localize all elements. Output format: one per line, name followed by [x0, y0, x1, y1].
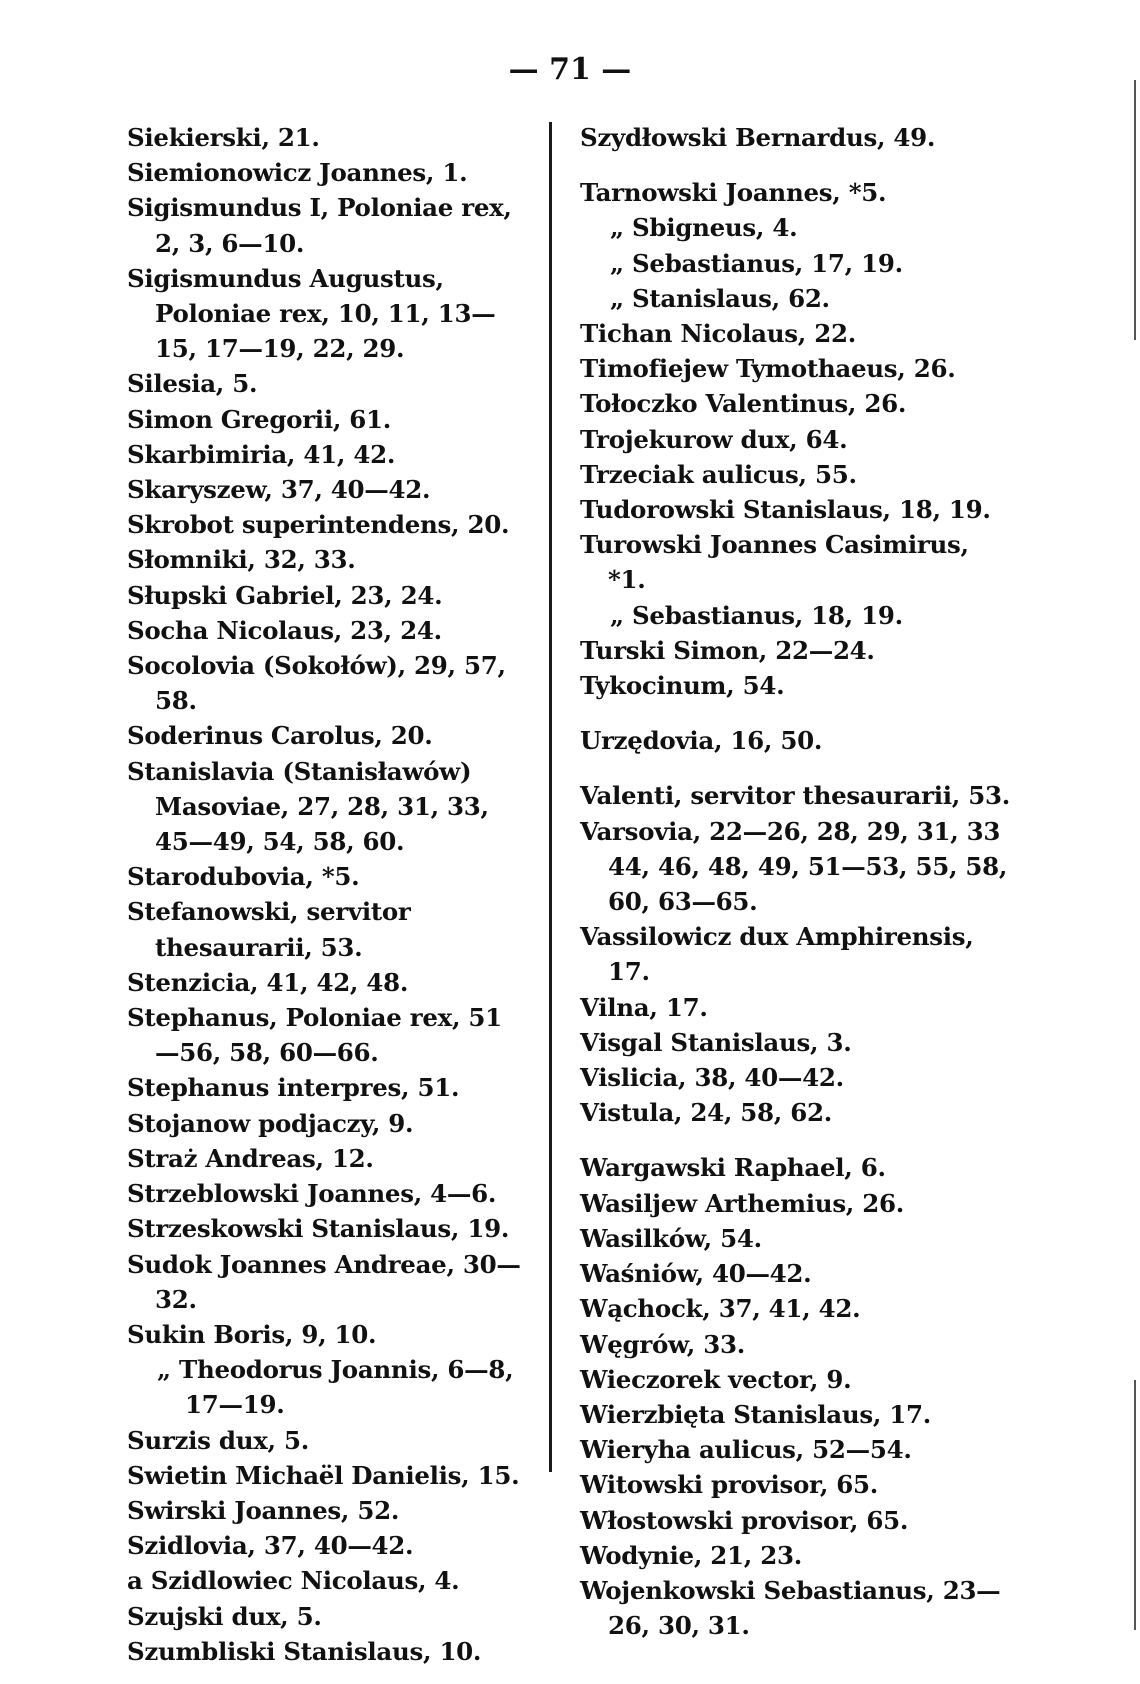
- index-entry: Węgrów, 33.: [580, 1329, 745, 1359]
- index-entry: Swirski Joannes, 52.: [127, 1495, 400, 1525]
- index-entry: Urzędovia, 16, 50.: [580, 726, 823, 756]
- index-entry: Stenzicia, 41, 42, 48.: [127, 967, 409, 997]
- index-entry: Strzeskowski Stanislaus, 19.: [127, 1214, 510, 1244]
- index-entry: Vilna, 17.: [580, 992, 708, 1022]
- index-entry: Trojekurow dux, 64.: [580, 424, 848, 454]
- index-entry: Słupski Gabriel, 23, 24.: [127, 580, 443, 610]
- index-entry: Tudorowski Stanislaus, 18, 19.: [580, 495, 991, 525]
- index-entry: Soderinus Carolus, 20.: [127, 721, 433, 751]
- index-entry: Socha Nicolaus, 23, 24.: [127, 615, 442, 645]
- index-entry: „ Sebastianus, 17, 19.: [610, 248, 903, 278]
- index-entry: Sudok Joannes Andreae, 30—32.: [127, 1249, 521, 1314]
- index-entry: „ Sebastianus, 18, 19.: [610, 600, 903, 630]
- index-entry: Swietin Michaël Danielis, 15.: [127, 1460, 520, 1490]
- index-entry: Stojanow podjaczy, 9.: [127, 1108, 414, 1138]
- scan-edge-mark: [1134, 1380, 1136, 1630]
- index-entry: Valenti, servitor thesaurarii, 53.: [580, 781, 1010, 811]
- index-entry: Varsovia, 22—26, 28, 29, 31, 33 44, 46, 48, 49, 51—53, 55, 58, 60, 63—65.: [580, 816, 1008, 917]
- index-entry: Wargawski Raphael, 6.: [580, 1153, 886, 1183]
- index-entry: Strzeblowski Joannes, 4—6.: [127, 1179, 497, 1209]
- index-entry: Surzis dux, 5.: [127, 1425, 309, 1455]
- index-entry: Visgal Stanislaus, 3.: [580, 1027, 852, 1057]
- index-entry: Tarnowski Joannes, *5.: [580, 178, 887, 208]
- index-entry: Vistula, 24, 58, 62.: [580, 1098, 832, 1128]
- index-entry: Turski Simon, 22—24.: [580, 635, 875, 665]
- index-column-left: [127, 120, 522, 1669]
- page-number: — 71 —: [508, 52, 632, 87]
- index-entry: Stephanus, Poloniae rex, 51—56, 58, 60—66.: [127, 1003, 502, 1068]
- index-entry: Tichan Nicolaus, 22.: [580, 319, 856, 349]
- index-entry: Waśniów, 40—42.: [580, 1259, 812, 1289]
- index-entry: Tołoczko Valentinus, 26.: [580, 389, 907, 419]
- index-entry: Socolovia (Sokołów), 29, 57, 58.: [127, 651, 506, 716]
- index-entry: Sigismundus Augustus, Poloniae rex, 10, 11, 13—15, 17—19, 22, 29.: [127, 263, 496, 364]
- index-entry: „ Stanislaus, 62.: [610, 283, 830, 313]
- index-entry: Wierzbięta Stanislaus, 17.: [580, 1399, 932, 1429]
- section-gap: [580, 155, 1010, 175]
- index-entry: Witowski provisor, 65.: [580, 1470, 879, 1500]
- index-entry: Skaryszew, 37, 40—42.: [127, 475, 431, 505]
- index-entry: Włostowski provisor, 65.: [580, 1505, 909, 1535]
- index-entry: Wasilków, 54.: [580, 1223, 762, 1253]
- index-entry: Sukin Boris, 9, 10.: [127, 1319, 377, 1349]
- index-entry: Wieryha aulicus, 52—54.: [580, 1435, 912, 1465]
- index-entry: Wąchock, 37, 41, 42.: [580, 1294, 861, 1324]
- index-entry: Siemionowicz Joannes, 1.: [127, 158, 468, 188]
- index-entry: Szydłowski Bernardus, 49.: [580, 123, 936, 152]
- scan-edge-mark: [1134, 80, 1136, 340]
- index-entry: a Szidlowiec Nicolaus, 4.: [127, 1566, 460, 1596]
- index-entry: Vislicia, 38, 40—42.: [580, 1063, 844, 1093]
- index-entry: Stefanowski, servitor thesaurarii, 53.: [127, 897, 411, 962]
- index-entry: Wojenkowski Sebastianus, 23—26, 30, 31.: [580, 1575, 1001, 1641]
- index-entry: Wasiljew Arthemius, 26.: [580, 1188, 904, 1218]
- column-divider: [549, 122, 552, 1472]
- index-entry: Słomniki, 32, 33.: [127, 545, 356, 575]
- index-entry: Skrobot superintendens, 20.: [127, 510, 510, 540]
- index-entry: Sigismundus I, Poloniae rex, 2, 3, 6—10.: [127, 193, 512, 258]
- index-entry: Tykocinum, 54.: [580, 671, 785, 701]
- index-column-right: [580, 120, 1010, 1643]
- index-entry: Wodynie, 21, 23.: [580, 1540, 802, 1570]
- index-entry: Turowski Joannes Casimirus, *1.: [580, 530, 969, 595]
- index-entry: „ Sbigneus, 4.: [610, 213, 798, 243]
- index-entry: Stephanus interpres, 51.: [127, 1073, 460, 1103]
- section-gap: [580, 703, 1010, 723]
- index-entry: Szidlovia, 37, 40—42.: [127, 1531, 414, 1561]
- index-entry: Skarbimiria, 41, 42.: [127, 439, 396, 469]
- index-entry: Stanislavia (Stanisławów) Masoviae, 27, 28, 31, 33, 45—49, 54, 58, 60.: [127, 756, 489, 857]
- index-entry: Silesia, 5.: [127, 369, 258, 399]
- index-entry: Starodubovia, *5.: [127, 862, 360, 892]
- index-entry: Szujski dux, 5.: [127, 1601, 322, 1631]
- index-entry: Wieczorek vector, 9.: [580, 1364, 852, 1394]
- index-entry: „ Theodorus Joannis, 6—8, 17—19.: [157, 1355, 514, 1420]
- index-entry: Simon Gregorii, 61.: [127, 404, 392, 434]
- index-entry: Trzeciak aulicus, 55.: [580, 459, 857, 489]
- index-entry: Vassilowicz dux Amphirensis, 17.: [580, 922, 974, 987]
- index-entry: Straż Andreas, 12.: [127, 1143, 374, 1173]
- index-entry: Szumbliski Stanislaus, 10.: [127, 1636, 482, 1666]
- index-entry: Timofiejew Tymothaeus, 26.: [580, 354, 956, 384]
- index-entry: Siekierski, 21.: [127, 123, 320, 152]
- section-gap: [580, 1130, 1010, 1150]
- section-gap: [580, 758, 1010, 778]
